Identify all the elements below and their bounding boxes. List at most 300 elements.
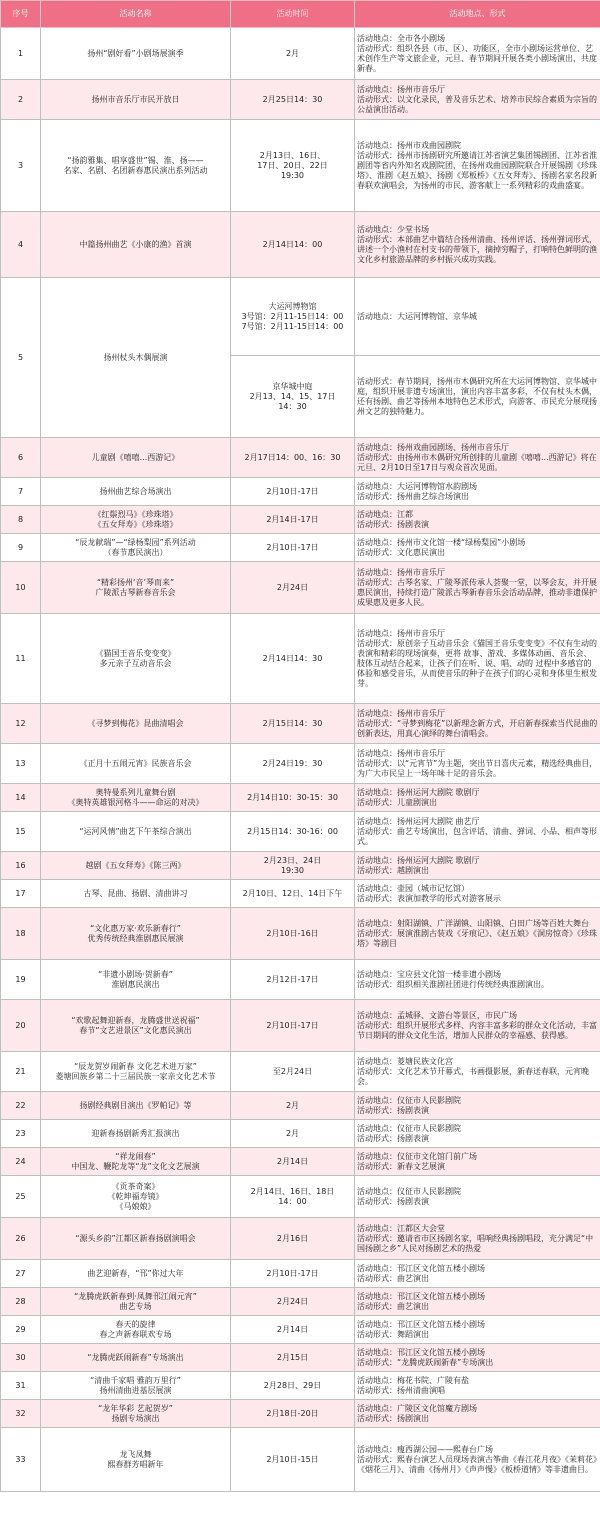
- activity-name: [41, 278, 231, 438]
- table-row: [1, 784, 600, 812]
- activity-name: [41, 1400, 231, 1428]
- activity-location-form-line: 活动形式：曲艺演出: [357, 1301, 429, 1311]
- row-number: 10: [1, 562, 41, 614]
- activity-name-line: “清曲千家唱 雅韵万里行”: [90, 1375, 181, 1385]
- row-number: 24: [1, 1148, 41, 1176]
- activity-location-form-line: 活动地点：广陵区文化馆魔方剧场: [357, 1403, 477, 1413]
- activity-name-line: 古琴、昆曲、扬剧、清曲讲习: [83, 888, 188, 898]
- activity-time: [231, 852, 355, 880]
- activity-location-form: [355, 1316, 600, 1344]
- activity-name: [41, 120, 231, 212]
- activity-location-form: [355, 852, 600, 880]
- row-number: 12: [1, 704, 41, 744]
- activity-time: [231, 120, 355, 212]
- activity-location-form-line: 活动形式：表演加教学的形式对游客展示: [357, 893, 501, 903]
- activity-location-form-line: 活动地点：邗江区文化馆五楼小剧场: [357, 1347, 485, 1357]
- header-time: 活动时间: [231, 1, 355, 28]
- activity-time-line: 京华城中庭: [272, 381, 313, 391]
- activity-location-form-line: 活动地点：大运河博物馆水韵剧场: [357, 481, 477, 491]
- activity-time-line: 14：00: [278, 1196, 307, 1206]
- activity-name: [41, 1344, 231, 1372]
- row-number: 31: [1, 1372, 41, 1400]
- activity-location-form: [355, 614, 600, 704]
- activity-location-form-line: 活动形式：本部曲艺中篇结合扬州清曲、扬州评话、扬州弹词形式，讲述一个小渔村在村支书的带领下，摘掉穷帽子，打响特色鲜明的渔文化乡村旅游品牌的乡村振兴成功实践。: [357, 234, 597, 264]
- activity-location-form-line: 活动形式：儿童剧演出: [357, 797, 437, 807]
- table-row: [1, 534, 600, 562]
- activity-time-line: 大运河博物馆: [268, 301, 317, 311]
- activity-time-line: 2月12日-17日: [266, 974, 319, 984]
- activity-time-line: 19:30: [280, 865, 305, 875]
- activity-location-form-line: 活动地点：扬州市文化馆一楼“绿杨梨园”小剧场: [357, 537, 526, 547]
- activity-time-line: 2月14日: [276, 1156, 309, 1166]
- activity-time: [231, 506, 355, 534]
- table-row: [1, 120, 600, 212]
- activity-name-line: 《寻梦到梅花》昆曲清唱会: [87, 718, 184, 728]
- activity-time-line: 7号馆：2月11-15日14：00: [241, 321, 344, 331]
- activity-time-line: 2月15日: [276, 1352, 309, 1362]
- activity-location-form-line: 活动地点：梅花书院、广陵有盐: [357, 1375, 469, 1385]
- activity-location-form-line: 活动地点：扬州市音乐厅: [357, 748, 445, 758]
- activity-name-line: “辰龙献瑞”—“绿杨梨园”系列活动: [75, 537, 196, 547]
- activity-location-form-line: 活动形式：邀请省市区扬剧名家，唱响经典扬剧唱段，充分满足“中国扬剧之乡”人民对扬剧艺术的热爱: [357, 1233, 594, 1253]
- activity-name-line: 《贡茶奇案》: [111, 1181, 160, 1191]
- activity-name-line: “龙腾虎跃闹新春”专场演出: [87, 1352, 184, 1362]
- row-number: 30: [1, 1344, 41, 1372]
- activity-location-form: [355, 212, 600, 278]
- activity-time-line: 19:30: [280, 170, 305, 180]
- activity-name-line: 名家、名剧、名团新春惠民演出系列活动: [63, 165, 208, 175]
- activity-name: [41, 852, 231, 880]
- activity-location-form: [355, 1092, 600, 1120]
- row-number: 16: [1, 852, 41, 880]
- table-row: [1, 1148, 600, 1176]
- activity-location-form-line: 活动形式：扬剧表演: [357, 519, 429, 529]
- row-number: 20: [1, 1000, 41, 1052]
- activity-name: [41, 506, 231, 534]
- table-row: [1, 1000, 600, 1052]
- activity-location-form-line: 活动地点：壶园（城市记忆馆）: [357, 883, 469, 893]
- activity-time-line: 3号馆：2月11-15日14：00: [241, 311, 344, 321]
- row-number: 4: [1, 212, 41, 278]
- row-number: 2: [1, 80, 41, 120]
- table-row: [1, 960, 600, 1000]
- activity-name-line: 中篇扬州曲艺《小康的渔》首演: [79, 239, 192, 249]
- activity-time-line: 2月17日14：00、16：30: [244, 452, 341, 462]
- activity-location-form-line: 活动地点：扬州市戏曲园剧院: [357, 140, 461, 150]
- activity-name: [41, 614, 231, 704]
- table-row: [1, 908, 600, 960]
- activity-name-line: 曲艺迎新春，“邗”你过大年: [87, 1268, 184, 1278]
- table-row: [1, 744, 600, 784]
- activity-location-form-line: 活动地点：仪征市人民影剧院: [357, 1123, 461, 1133]
- activity-time-line: 2月24日: [276, 1296, 309, 1306]
- row-number: 6: [1, 438, 41, 478]
- table-row: [1, 212, 600, 278]
- activity-name: [41, 744, 231, 784]
- activity-name-line: “文化惠万家·欢乐新春行”: [90, 923, 181, 933]
- activity-location-form-line: 活动地点：扬州市音乐厅: [357, 628, 445, 638]
- activity-time-line: 2月14日: [276, 1324, 309, 1334]
- row-number: 14: [1, 784, 41, 812]
- activity-name-line: “龙腾虎跃新春到·凤舞邗江闹元宵”: [74, 1291, 197, 1301]
- activity-time-line: 2月: [285, 1128, 300, 1138]
- activity-name: [41, 28, 231, 80]
- activity-time-line: 2月: [285, 1100, 300, 1110]
- activity-name-line: 儿童剧《嘻嘻...西游记》: [91, 452, 180, 462]
- header-location-form: 活动地点、形式: [355, 1, 600, 28]
- activity-time: [231, 28, 355, 80]
- activity-name-line: 《红鬃烈马》《珍珠塔》: [93, 509, 178, 519]
- activity-location-form-line: 活动地点：江都区大会堂: [357, 1223, 445, 1233]
- table-row: [1, 28, 600, 80]
- activity-time-line: 2月10日-17日: [266, 1268, 319, 1278]
- activity-time-line: 2月28日、29日: [263, 1380, 322, 1390]
- activity-location-form: [355, 1148, 600, 1176]
- activity-time-line: 2月: [285, 48, 300, 58]
- activity-location-form: [355, 744, 600, 784]
- activity-time: [231, 562, 355, 614]
- table-row: [1, 1316, 600, 1344]
- activity-name-line: 熙春群芳唱新年: [107, 1459, 164, 1469]
- table-row: [1, 1260, 600, 1288]
- activity-location-form: [355, 1120, 600, 1148]
- activity-location-form: [355, 908, 600, 960]
- activity-name-line: “祥龙闹春”: [115, 1151, 156, 1161]
- activity-time-line: 2月14日14：30: [262, 653, 323, 663]
- activity-time: [231, 1092, 355, 1120]
- activity-location-form-line: 活动形式：以“元宵节”为主题，突出节日喜庆元素，精选经典曲目，为广大市民呈上一场年味十足的音乐会。: [357, 758, 598, 778]
- table-row: [1, 812, 600, 852]
- row-number: 1: [1, 28, 41, 80]
- row-number: 5: [1, 278, 41, 438]
- table-row: [1, 1400, 600, 1428]
- activity-location-form-line: 活动地点：扬州市音乐厅: [357, 567, 445, 577]
- activity-location-form-line: 活动形式：以文化录民，普及音乐艺术、培养市民综合素质为宗旨的公益演出活动。: [357, 94, 597, 114]
- row-number: 28: [1, 1288, 41, 1316]
- activity-location-form-line: 活动地点：瘦西湖公园——熙春台广场: [357, 1444, 493, 1454]
- activity-location-form-line: 活动形式：扬剧表演: [357, 1133, 429, 1143]
- activity-time: [231, 478, 355, 506]
- activity-time-line: 2月18日-20日: [266, 1408, 319, 1418]
- table-row: [1, 1120, 600, 1148]
- activity-name-line: 中国龙、鞭陀龙等“龙”文化文艺展演: [71, 1161, 200, 1171]
- activity-location-form-line: 活动形式：扬州清曲演唱: [357, 1385, 445, 1395]
- activity-name: [41, 812, 231, 852]
- activity-location-form-line: 活动地点：扬州运河大剧院 歌剧厅: [357, 855, 480, 865]
- activity-location-form: [355, 704, 600, 744]
- table-row: [1, 438, 600, 478]
- activity-time-line: 2月25日14：30: [262, 94, 323, 104]
- row-number: 19: [1, 960, 41, 1000]
- activity-name-line: “扬韵雅集、唱享盛世”锡、淮、扬——: [67, 155, 204, 165]
- table-row: [1, 704, 600, 744]
- activity-name: [41, 1148, 231, 1176]
- activity-time: [231, 1288, 355, 1316]
- activity-time: [231, 960, 355, 1000]
- activity-time-line: 2月13日、16日、: [259, 150, 326, 160]
- activity-location-form: [355, 812, 600, 852]
- activity-name: [41, 1260, 231, 1288]
- activity-location-form-line: 活动形式：原创亲子互动音乐会《猫国王音乐变变变》不仅有生动的表演和精彩的现场演奏，更将 故事、游戏、多媒体动画、音乐会、肢体互动结合起来，让孩子们在听、说、唱、动的 过程中多感官的体验和感受音乐，从而使音乐的种子在孩子们的心灵和身体里生根发芽。: [357, 638, 597, 688]
- activity-time: [231, 744, 355, 784]
- activity-location-form: [355, 880, 600, 908]
- activity-time: [231, 1052, 355, 1092]
- activity-name-line: 龙飞凤舞: [119, 1449, 152, 1459]
- table-row: [1, 1288, 600, 1316]
- row-number: 17: [1, 880, 41, 908]
- activity-name: [41, 1288, 231, 1316]
- activity-time-line: 2月23日、24日: [263, 855, 322, 865]
- activity-location-form-line: 活动形式：春节期间，扬州市木偶研究所在大运河博物馆、京华城中庭，组织开展非遗专场演出，演出内容丰富多彩，不仅有杖头木偶，还有扬剧、曲艺等扬州本地特色艺术形式，向游客、市民充分展现扬州文艺的独特魅力。: [357, 376, 597, 416]
- table-row: [1, 1092, 600, 1120]
- activity-location-form: [355, 1344, 600, 1372]
- activity-time: [231, 212, 355, 278]
- activity-name: [41, 80, 231, 120]
- activity-location-form-line: 活动地点：宝应县文化馆一楼非遗小剧场: [357, 969, 501, 979]
- activity-location-form-line: 活动形式：展演淮剧古装戏《牙痕记》、《赵五娘》《洞房惊奇》《珍珠塔》等剧目: [357, 928, 597, 948]
- table-row: [1, 80, 600, 120]
- activity-name-line: 春天的旋律: [115, 1319, 156, 1329]
- activity-name-line: 优秀传统经典淮剧惠民展演: [87, 933, 184, 943]
- activity-time-line: 至2月24日: [272, 1066, 313, 1076]
- row-number: 23: [1, 1120, 41, 1148]
- activity-location-form-line: 活动地点：少堂书场: [357, 224, 429, 234]
- activity-name: [41, 1316, 231, 1344]
- activity-time-line: 2月10日、12日、14日下午: [242, 888, 343, 898]
- row-number: 7: [1, 478, 41, 506]
- activity-time-line: 2月14日10：30-15：30: [247, 792, 338, 802]
- activity-time: [231, 908, 355, 960]
- row-number: 32: [1, 1400, 41, 1428]
- table-row: [1, 478, 600, 506]
- activity-name: [41, 960, 231, 1000]
- row-number: 18: [1, 908, 41, 960]
- activity-location-form-line: 活动形式：文化惠民演出: [357, 547, 445, 557]
- activity-name-line: （春节惠民演出）: [103, 547, 168, 557]
- activity-time: [231, 1000, 355, 1052]
- activity-name: [41, 1092, 231, 1120]
- activity-location-form: [355, 80, 600, 120]
- activity-name: [41, 784, 231, 812]
- activity-location-form-line: 活动地点：扬州运河大剧院 曲艺厅: [357, 816, 480, 826]
- row-number: 13: [1, 744, 41, 784]
- activity-location-form-line: 活动形式：组织相关淮剧社团进行传统经典淮剧演出。: [357, 979, 549, 989]
- table-row: [1, 614, 600, 704]
- row-number: 33: [1, 1428, 41, 1492]
- activity-location-form: [355, 1176, 600, 1218]
- activity-time: [231, 784, 355, 812]
- activity-location-form-line: 活动地点：扬州市音乐厅: [357, 84, 445, 94]
- activity-time-line: 2月24日: [276, 582, 309, 592]
- activity-time: [231, 1316, 355, 1344]
- row-number: 27: [1, 1260, 41, 1288]
- header-no: 序号: [1, 1, 41, 28]
- activity-time-line: 2月14日14：00: [262, 239, 323, 249]
- activity-location-form-line: 活动地点：扬州市音乐厅: [357, 708, 445, 718]
- row-number: 26: [1, 1218, 41, 1260]
- activity-location-form: [355, 562, 600, 614]
- row-number: 9: [1, 534, 41, 562]
- activity-location-form: [355, 356, 600, 438]
- activity-location-form-line: 活动地点：仪征市人民影剧院: [357, 1186, 461, 1196]
- activity-time: [231, 356, 355, 438]
- activity-name-line: 《乾坤福寿镜》: [107, 1191, 164, 1201]
- activity-location-form-line: 活动地点：邗江区文化馆五楼小剧场: [357, 1263, 485, 1273]
- activity-time-line: 17日、20日、22日: [257, 160, 328, 170]
- activity-name-line: 菱塘回族乡第二十三届民族一家亲文化艺术节: [55, 1071, 216, 1081]
- activity-name-line: 《正月十五闹元宵》民族音乐会: [79, 758, 192, 768]
- activity-name: [41, 880, 231, 908]
- activity-time-line: 2月10日-17日: [266, 486, 319, 496]
- activity-location-form: [355, 534, 600, 562]
- header-name: 活动名称: [41, 1, 231, 28]
- table-row: [1, 880, 600, 908]
- activity-location-form-line: 活动形式：新春文艺展演: [357, 1161, 445, 1171]
- activity-time: [231, 1176, 355, 1218]
- row-number: 29: [1, 1316, 41, 1344]
- activity-time-line: 2月10日-15日: [266, 1454, 319, 1464]
- activity-time: [231, 1260, 355, 1288]
- activity-name-line: “运河风情”曲艺下午茶综合演出: [79, 826, 192, 836]
- activity-name-line: 广陵派古琴新春音乐会: [95, 587, 176, 597]
- activity-time-line: 2月10日-17日: [266, 542, 319, 552]
- row-number: 15: [1, 812, 41, 852]
- activity-name: [41, 1120, 231, 1148]
- activity-name: [41, 908, 231, 960]
- activity-name-line: 《猫国王音乐变变变》: [95, 648, 176, 658]
- activity-time-line: 14：30: [278, 401, 307, 411]
- activity-location-form-line: 活动形式：“龙腾虎跃闹新春”专场演出: [357, 1357, 494, 1367]
- table-row: [1, 1052, 600, 1092]
- table-row: [1, 1176, 600, 1218]
- activity-time: [231, 704, 355, 744]
- activity-location-form-line: 活动形式：组织开展形式多样、内容丰富多彩的群众文化活动，丰富节日期间的群众文化生活，增加人民群众的幸福感、获得感。: [357, 1020, 597, 1040]
- activity-location-form-line: 活动地点：菱塘民族文化宫: [357, 1056, 453, 1066]
- activity-name: [41, 1052, 231, 1092]
- activity-location-form-line: 活动形式：曲艺专场演出，包含评话、清曲、弹词、小品、相声等形式。: [357, 826, 597, 846]
- activity-location-form: [355, 960, 600, 1000]
- activity-name-line: 扬州清曲进基层展演: [99, 1385, 172, 1395]
- activity-location-form-line: 活动形式：越剧演出: [357, 865, 429, 875]
- activity-name: [41, 212, 231, 278]
- table-row: [1, 562, 600, 614]
- activity-name-line: 扬剧专场演出: [111, 1413, 160, 1423]
- activity-location-form: [355, 120, 600, 212]
- activity-time: [231, 278, 355, 356]
- activity-location-form: [355, 1052, 600, 1092]
- table-row: [1, 1372, 600, 1400]
- table-row: [1, 506, 600, 534]
- activity-location-form-line: 活动形式：“寻梦到梅花”以新理念新方式，开启新春探索当代昆曲的创新表达，用真心演绎的舞台清唱会。: [357, 718, 598, 738]
- activity-location-form: [355, 1000, 600, 1052]
- activity-time: [231, 1400, 355, 1428]
- activity-location-form-line: 活动形式：熙春台演艺人员现场表演古筝曲《春江花月夜》《茉莉花》《烟花三月》、清曲《扬州月》《声声慢》《板桥道情》等非遗曲目。: [357, 1454, 597, 1474]
- activity-name: [41, 438, 231, 478]
- activity-location-form-line: 活动地点：仪征市文化馆门前广场: [357, 1151, 477, 1161]
- activity-location-form: [355, 438, 600, 478]
- activity-name-line: “精彩扬州‘音’琴而来”: [96, 577, 175, 587]
- activity-location-form: [355, 1428, 600, 1492]
- activity-location-form: [355, 478, 600, 506]
- activity-name: [41, 1428, 231, 1492]
- activity-name: [41, 562, 231, 614]
- activity-time-line: 2月13、14、15、17日: [249, 391, 336, 401]
- activity-time-line: 2月24日19：30: [262, 758, 323, 768]
- row-number: 25: [1, 1176, 41, 1218]
- activity-location-form-line: 活动地点：射阳湖镇、广洋湖镇、山阳镇、白田广场等百姓大舞台: [357, 918, 589, 928]
- activity-time: [231, 614, 355, 704]
- activity-name-line: 扬州杖头木偶展演: [103, 352, 168, 362]
- activity-location-form-line: 活动形式：古琴名家、广陵琴派传承人荟聚一堂，以琴会友，并开展惠民演出，持续打造广陵派古琴新春音乐会活动品牌，推动非遗保护成果惠及更多人民。: [357, 577, 597, 607]
- activity-name-line: “辰龙贺岁闹新春 文化艺术进万家”: [74, 1061, 197, 1071]
- activity-name-line: 多元亲子互动音乐会: [99, 658, 172, 668]
- activity-time: [231, 1428, 355, 1492]
- activity-name: [41, 704, 231, 744]
- activity-name-line: 迎新春扬剧新秀汇报演出: [91, 1128, 180, 1138]
- activity-time-line: 2月16日: [276, 1233, 309, 1243]
- activity-name: [41, 534, 231, 562]
- activity-location-form: [355, 1400, 600, 1428]
- activity-name-line: “欢歌起舞迎新春，龙腾盛世送祝福”: [71, 1015, 200, 1025]
- activity-location-form-line: 活动形式：扬剧演出: [357, 1413, 429, 1423]
- table-body: [1, 28, 600, 1492]
- activity-time-line: 2月10日-16日: [266, 928, 319, 938]
- activity-name-line: 扬剧经典剧目演出《罗帕记》等: [79, 1100, 192, 1110]
- activity-time: [231, 1372, 355, 1400]
- table-row: [1, 1344, 600, 1372]
- activity-location-form-line: 活动形式：舞蹈演出: [357, 1329, 429, 1339]
- activity-location-form-line: 活动地点：孟城驿、文游台等景区，市民广场: [357, 1010, 517, 1020]
- row-number: 8: [1, 506, 41, 534]
- activity-location-form-line: 活动地点：扬州戏曲园剧场、扬州市音乐厅: [357, 442, 509, 452]
- activity-time: [231, 1344, 355, 1372]
- table-header-row: [1, 1, 600, 28]
- activity-location-form-line: 活动地点：江都: [357, 509, 413, 519]
- activity-time-line: 2月10日-17日: [266, 1020, 319, 1030]
- activity-location-form: [355, 278, 600, 356]
- activity-location-form: [355, 1218, 600, 1260]
- activity-location-form: [355, 1288, 600, 1316]
- activity-time: [231, 812, 355, 852]
- activity-name-line: 春节“文艺进景区”文化惠民演出: [79, 1025, 192, 1035]
- activity-time: [231, 1120, 355, 1148]
- activity-name-line: 越剧《五女拜寿》《陈三两》: [85, 860, 186, 870]
- activity-location-form-line: 活动地点：全市各小剧场: [357, 33, 445, 43]
- activity-location-form-line: 活动形式：文化艺术节开幕式，书画摄影展，新春送春联，元宵晚会。: [357, 1066, 589, 1086]
- activity-name-line: 扬州“剧好看”小剧场展演季: [87, 48, 184, 58]
- activity-name-line: 《奥特英雄银河格斗——命运的对决》: [67, 797, 204, 807]
- activity-name-line: 扬州市音乐厅市民开放日: [91, 94, 180, 104]
- activity-location-form-line: 活动形式：曲艺演出: [357, 1273, 429, 1283]
- activity-name: [41, 1372, 231, 1400]
- activity-location-form-line: 活动形式：扬州市扬剧研究所邀请江苏省演艺集团锡剧团、江苏省淮剧团等省内外知名戏剧院团，在扬州戏曲园剧院联合开展锡剧《珍珠塔》、淮剧《赵五娘》、扬剧《郑板桥》《五女拜寿》、扬剧名家名段新春联欢演唱会，为扬州的市民、游客献上一系列精彩的戏曲盛宴。: [357, 150, 597, 190]
- activity-name: [41, 1176, 231, 1218]
- activity-name-line: 《马娘娘》: [115, 1201, 156, 1211]
- activity-name: [41, 1218, 231, 1260]
- activity-location-form-line: 活动地点：邗江区文化馆五楼小剧场: [357, 1319, 485, 1329]
- activity-location-form: [355, 784, 600, 812]
- activity-name-line: 奥特曼系列儿童舞台剧: [95, 787, 176, 797]
- activity-location-form-line: 活动地点：大运河博物馆、京华城: [357, 311, 477, 321]
- activity-time-line: 2月14日、16日、18日: [250, 1186, 335, 1196]
- activity-location-form-line: 活动地点：邗江区文化馆五楼小剧场: [357, 1291, 485, 1301]
- activity-location-form-line: 活动形式：扬州曲艺综合场演出: [357, 491, 469, 501]
- row-number: 21: [1, 1052, 41, 1092]
- activity-time: [231, 880, 355, 908]
- activity-name: [41, 478, 231, 506]
- activity-location-form-line: 活动形式：扬剧表演: [357, 1105, 429, 1115]
- activity-time: [231, 80, 355, 120]
